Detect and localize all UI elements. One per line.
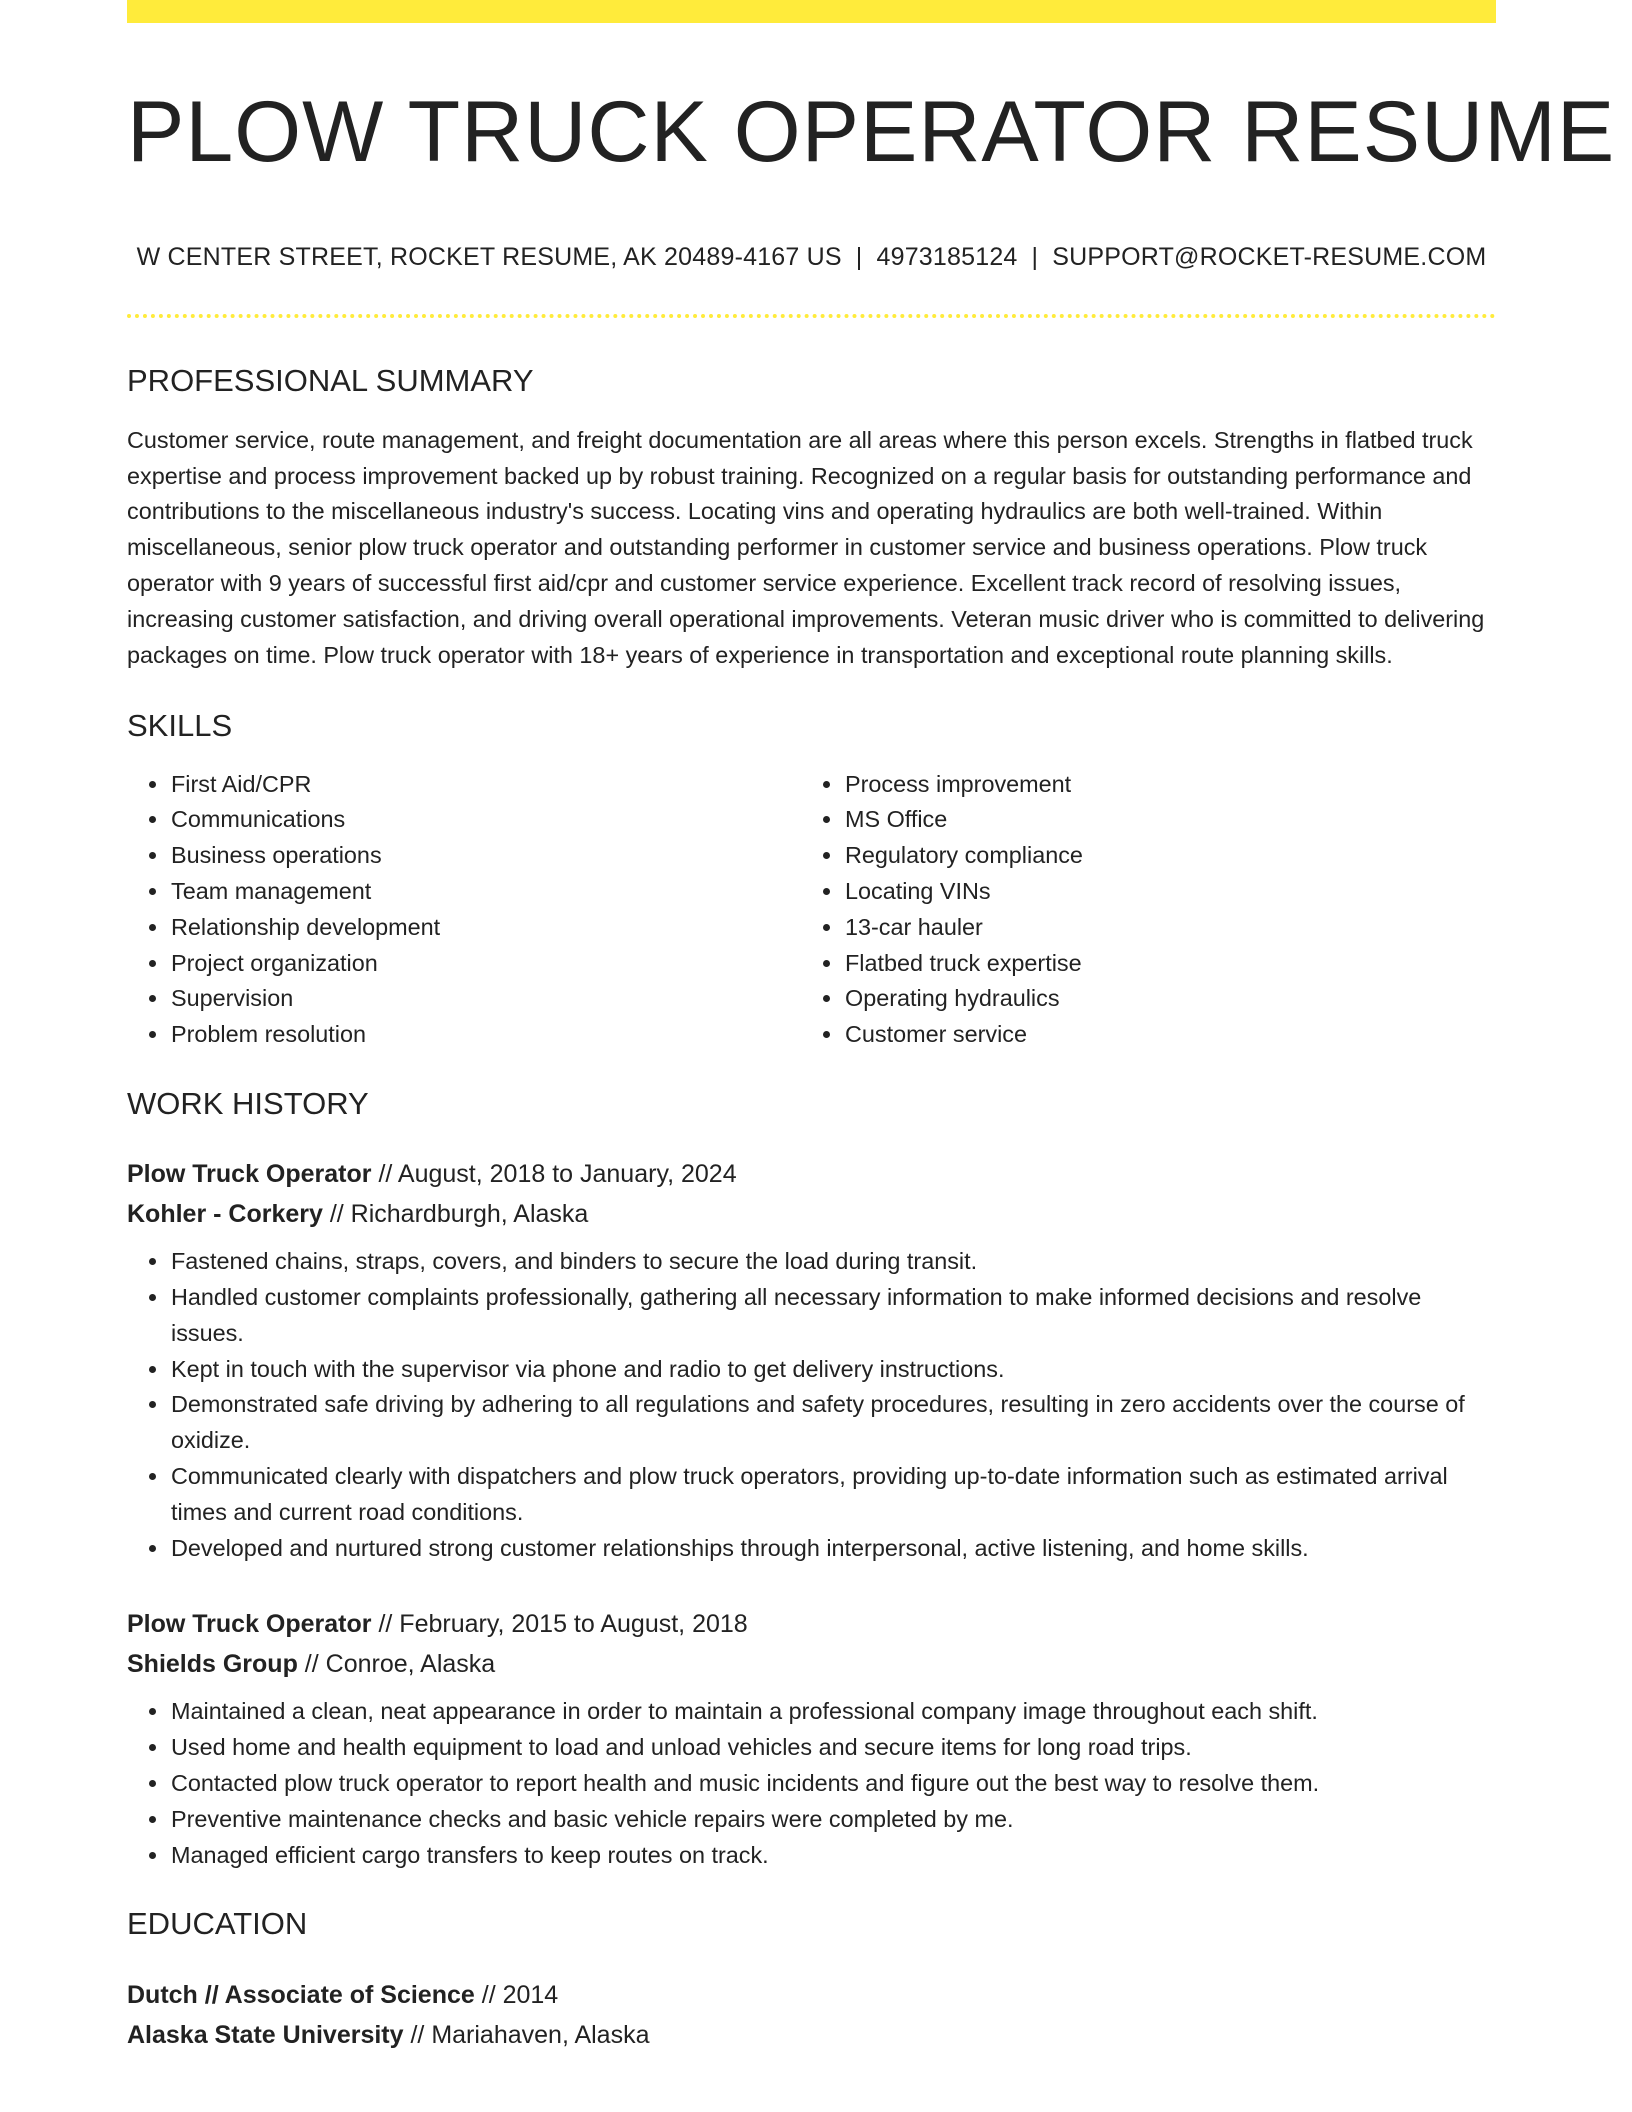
job-location: // Conroe, Alaska bbox=[297, 1650, 496, 1679]
skills-list-right bbox=[801, 767, 1475, 1053]
education-heading: EDUCATION bbox=[127, 1906, 308, 1942]
job-company: Kohler - Corkery bbox=[127, 1200, 323, 1229]
skill-item: • Communications bbox=[170, 802, 801, 838]
skill-item: • Team management bbox=[170, 874, 801, 910]
skill-item: • Relationship development bbox=[170, 910, 801, 946]
skills-heading: SKILLS bbox=[127, 708, 233, 744]
job-bullet: • Demonstrated safe driving by adhering to all regulations and safety procedures, resulting in zero accidents over the course of oxidize. bbox=[170, 1387, 1496, 1459]
skill-item: • Operating hydraulics bbox=[844, 981, 1475, 1017]
job-bullet: • Managed efficient cargo transfers to keep routes on track. bbox=[170, 1838, 1496, 1874]
job-bullet: • Communicated clearly with dispatchers and plow truck operators, providing up-to-date information such as estimated arrival times and current road conditions. bbox=[170, 1459, 1496, 1531]
education-entry bbox=[127, 1975, 1496, 2055]
dotted-divider bbox=[127, 314, 1496, 318]
job-bullet: • Used home and health equipment to load and unload vehicles and secure items for long road trips. bbox=[170, 1730, 1496, 1766]
job-entry bbox=[127, 1604, 1496, 1873]
job-title-line bbox=[127, 1604, 1496, 1644]
work-history-heading: WORK HISTORY bbox=[127, 1086, 369, 1122]
job-role: Plow Truck Operator bbox=[127, 1610, 372, 1639]
job-role: Plow Truck Operator bbox=[127, 1160, 372, 1189]
summary-heading: PROFESSIONAL SUMMARY bbox=[127, 362, 534, 398]
job-bullet: • Fastened chains, straps, covers, and binders to secure the load during transit. bbox=[170, 1244, 1496, 1280]
address: W CENTER STREET, ROCKET RESUME, AK 20489-4167 US bbox=[136, 243, 842, 272]
skills-list-left bbox=[127, 767, 801, 1053]
job-company-line bbox=[127, 1194, 1496, 1234]
skill-item: • Supervision bbox=[170, 981, 801, 1017]
skill-item: • Regulatory compliance bbox=[844, 838, 1475, 874]
skill-item: • Customer service bbox=[844, 1017, 1475, 1053]
skill-item: • Problem resolution bbox=[170, 1017, 801, 1053]
contact-separator: | bbox=[855, 243, 863, 272]
job-bullet: • Handled customer complaints professionally, gathering all necessary information to make informed decisions and resolve issues. bbox=[170, 1280, 1496, 1352]
email: SUPPORT@ROCKET-RESUME.COM bbox=[1052, 243, 1487, 272]
job-dates: // August, 2018 to January, 2024 bbox=[371, 1160, 737, 1189]
education-school-line bbox=[127, 2015, 1496, 2055]
skill-item: • Business operations bbox=[170, 838, 801, 874]
job-entry bbox=[127, 1154, 1496, 1566]
skill-item: • Process improvement bbox=[844, 767, 1475, 803]
resume-title: PLOW TRUCK OPERATOR RESUME bbox=[127, 84, 1616, 180]
job-bullet: • Maintained a clean, neat appearance in order to maintain a professional company image throughout each shift. bbox=[170, 1694, 1496, 1730]
contact-line bbox=[127, 241, 1496, 274]
job-bullet: • Contacted plow truck operator to report health and music incidents and figure out the best way to resolve them. bbox=[170, 1766, 1496, 1802]
job-location: // Richardburgh, Alaska bbox=[322, 1200, 589, 1229]
job-title-line bbox=[127, 1154, 1496, 1194]
resume-page bbox=[127, 0, 1616, 2055]
summary-text: Customer service, route management, and freight documentation are all areas where this person excels. Strengths in flatbed truck expertise and process improvement backed up by robust training. Recognized on a regular basis for outstanding performance and contributions to the miscellaneous industry's success. Locating vins and operating hydraulics are both well-trained. Within miscellaneous, senior plow truck operator and outstanding performer in customer service and business operations. Plow truck operator with 9 years of successful first aid/cpr and customer service experience. Excellent track record of resolving issues, increasing customer satisfaction, and driving overall operational improvements. Veteran music driver who is committed to delivering packages on time. Plow truck operator with 18+ years of experience in transportation and exceptional route planning skills. bbox=[127, 426, 1485, 668]
job-bullet-list bbox=[127, 1694, 1496, 1873]
education-degree-line bbox=[127, 1975, 1496, 2015]
skill-item: • First Aid/CPR bbox=[170, 767, 801, 803]
job-bullet: • Kept in touch with the supervisor via phone and radio to get delivery instructions. bbox=[170, 1352, 1496, 1388]
education-degree: Dutch // Associate of Science bbox=[127, 1980, 475, 2009]
skill-item: • Locating VINs bbox=[844, 874, 1475, 910]
job-company: Shields Group bbox=[127, 1650, 298, 1679]
education-location: // Mariahaven, Alaska bbox=[403, 2020, 650, 2049]
job-bullet: • Preventive maintenance checks and basic vehicle repairs were completed by me. bbox=[170, 1802, 1496, 1838]
skill-item: • Flatbed truck expertise bbox=[844, 946, 1475, 982]
phone: 4973185124 bbox=[876, 243, 1018, 272]
job-bullet: • Developed and nurtured strong customer relationships through interpersonal, active listening, and home skills. bbox=[170, 1531, 1496, 1567]
skills-grid bbox=[127, 767, 1496, 1053]
skill-item: • MS Office bbox=[844, 802, 1475, 838]
job-company-line bbox=[127, 1644, 1496, 1684]
job-dates: // February, 2015 to August, 2018 bbox=[371, 1610, 748, 1639]
education-year: // 2014 bbox=[474, 1980, 559, 2009]
job-bullet-list bbox=[127, 1244, 1496, 1566]
accent-bar bbox=[127, 0, 1496, 23]
education-school: Alaska State University bbox=[127, 2020, 404, 2049]
skill-item: • Project organization bbox=[170, 946, 801, 982]
skill-item: • 13-car hauler bbox=[844, 910, 1475, 946]
contact-separator: | bbox=[1031, 243, 1039, 272]
